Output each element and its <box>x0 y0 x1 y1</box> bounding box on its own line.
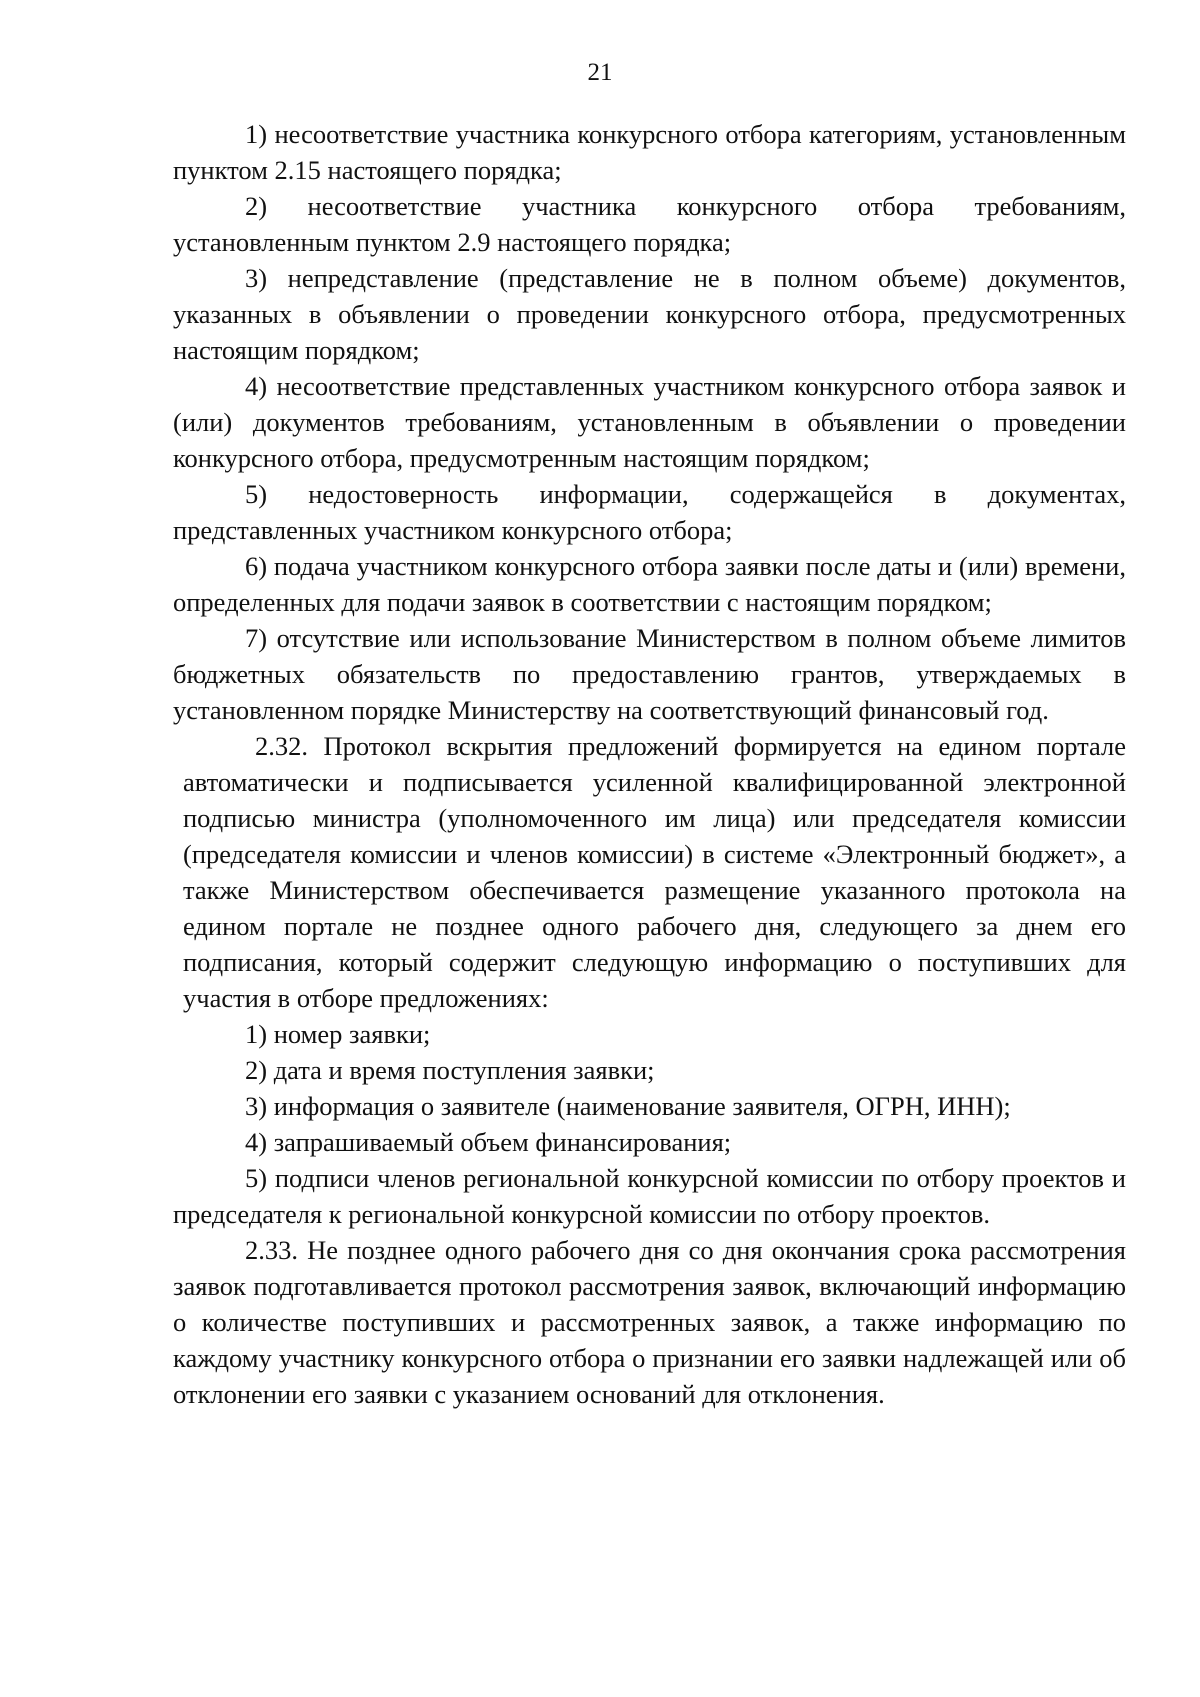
protocol-item-3: 3) информация о заявителе (наименование заявителя, ОГРН, ИНН); <box>245 1091 1011 1121</box>
paragraph-item-2: 2) несоответствие участника конкурсного отбора требованиям, установленным пунктом 2.9 настоящего порядка; <box>173 191 1126 257</box>
protocol-item-2: 2) дата и время поступления заявки; <box>245 1055 655 1085</box>
protocol-item-5: 5) подписи членов региональной конкурсной комиссии по отбору проектов и председателя к региональной конкурсной комиссии по отбору проектов. <box>173 1163 1126 1229</box>
paragraph-item-4: 4) несоответствие представленных участником конкурсного отбора заявок и (или) документов требованиям, установленным в объявлении о проведении конкурсного отбора, предусмотренным настоящим порядком; <box>173 371 1126 473</box>
paragraph-item-5: 5) недостоверность информации, содержащейся в документах, представленных участником конкурсного отбора; <box>173 479 1126 545</box>
paragraph-item-6: 6) подача участником конкурсного отбора заявки после даты и (или) времени, определенных для подачи заявок в соответствии с настоящим порядком; <box>173 551 1126 617</box>
document-body <box>173 116 1126 1412</box>
clause-2-33-paragraph: 2.33. Не позднее одного рабочего дня со дня окончания срока рассмотрения заявок подготавливается протокол рассмотрения заявок, включающий информацию о количестве поступивших и рассмотренных заявок, а также информацию по каждому участнику конкурсного отбора о признании его заявки надлежащей или об отклонении его заявки с указанием оснований для отклонения. <box>173 1235 1126 1409</box>
paragraph-item-3: 3) непредставление (представление не в полном объеме) документов, указанных в объявлении о проведении конкурсного отбора, предусмотренных настоящим порядком; <box>173 263 1126 365</box>
clause-2-32-paragraph: 2.32. Протокол вскрытия предложений формируется на едином портале автоматически и подписывается усиленной квалифицированной электронной подписью министра (уполномоченного им лица) или председателя комиссии (председателя комиссии и членов комиссии) в системе «Электронный бюджет», а также Министерством обеспечивается размещение указанного протокола на едином портале не позднее одного рабочего дня, следующего за днем его подписания, который содержит следующую информацию о поступивших для участия в отборе предложениях: <box>183 731 1126 1013</box>
paragraph-item-7: 7) отсутствие или использование Министерством в полном объеме лимитов бюджетных обязательств по предоставлению грантов, утверждаемых в установленном порядке Министерству на соответствующий финансовый год. <box>173 623 1126 725</box>
protocol-item-4: 4) запрашиваемый объем финансирования; <box>245 1127 732 1157</box>
paragraph-item-1: 1) несоответствие участника конкурсного отбора категориям, установленным пунктом 2.15 настоящего порядка; <box>173 119 1126 185</box>
page-number: 21 <box>587 59 613 86</box>
protocol-item-1: 1) номер заявки; <box>245 1019 431 1049</box>
